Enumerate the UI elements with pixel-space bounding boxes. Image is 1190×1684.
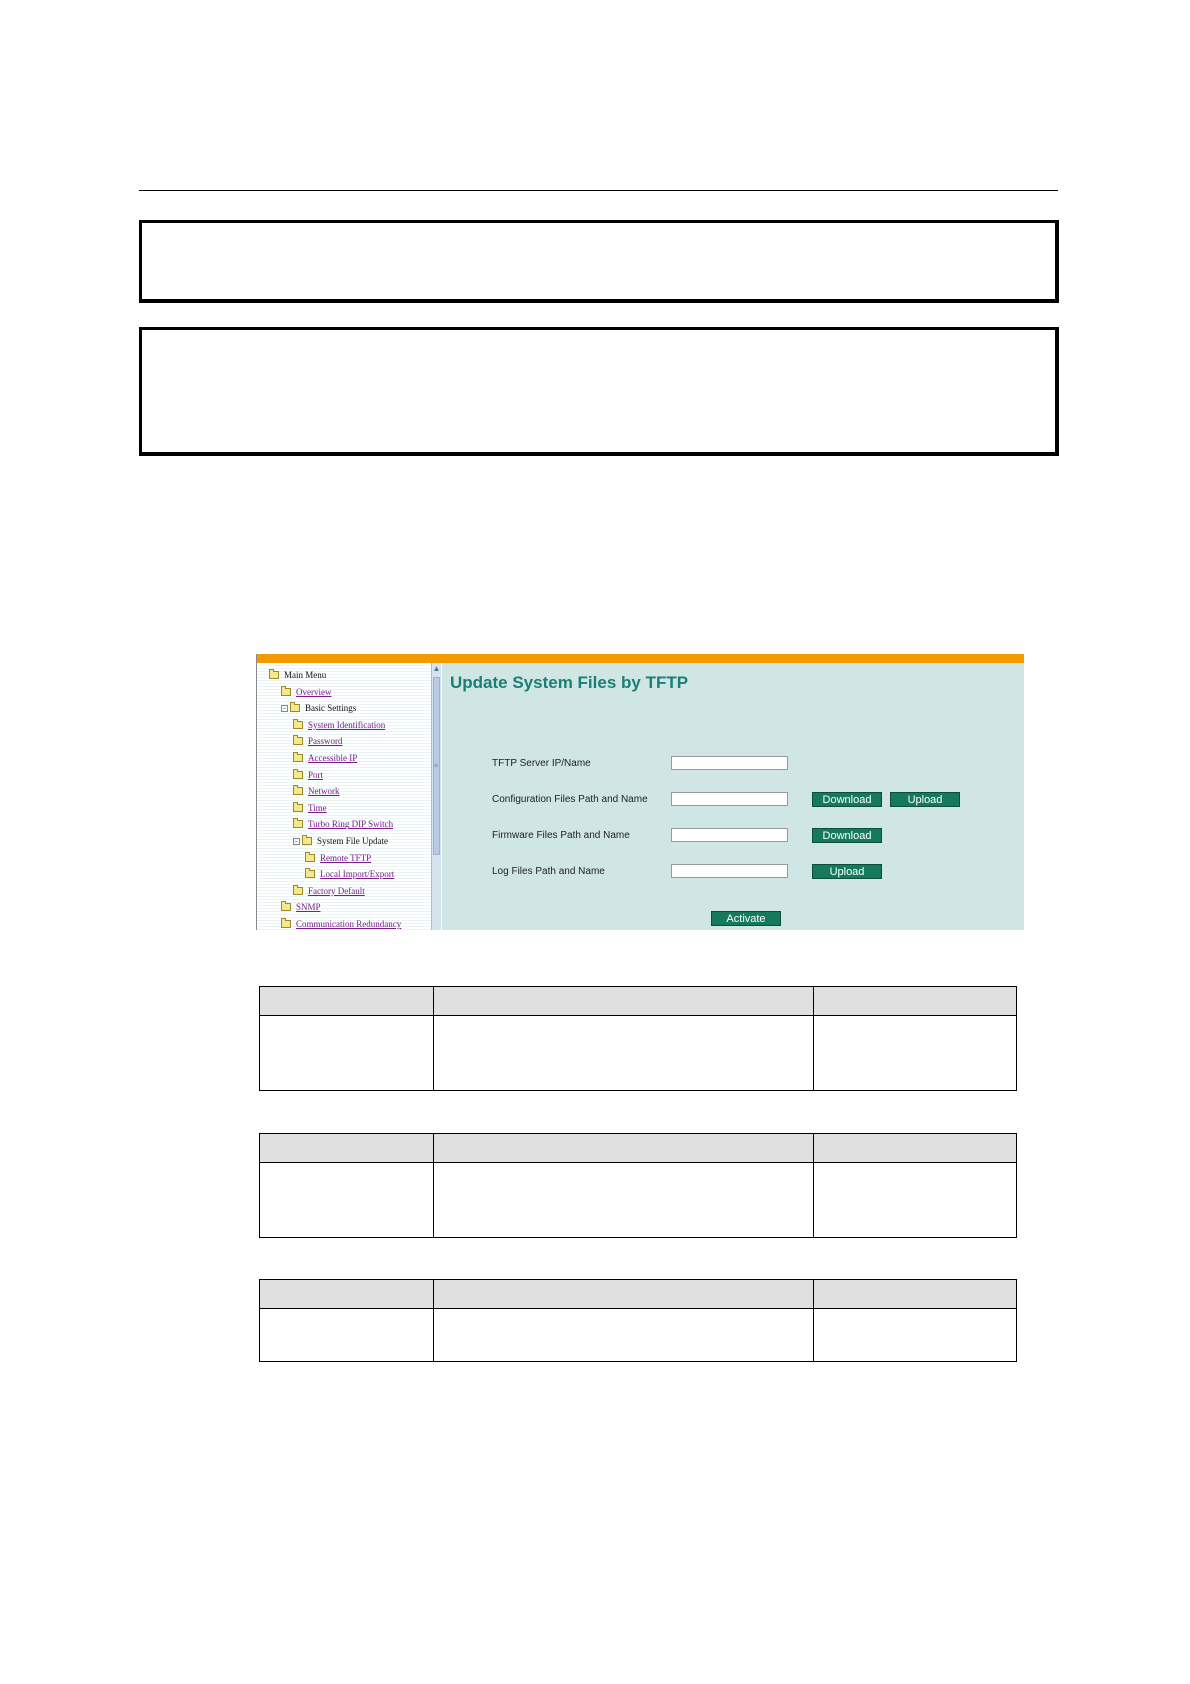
tree-item-label[interactable]: System Identification <box>308 719 386 730</box>
tree-item-label: System File Update <box>317 836 388 846</box>
collapse-toggle-icon[interactable]: − <box>294 837 299 846</box>
folder-icon <box>269 671 279 679</box>
page-title: Update System Files by TFTP <box>450 673 689 692</box>
folder-icon <box>290 704 300 712</box>
tree-item-label[interactable]: Accessible IP <box>308 753 358 763</box>
table-header-row <box>260 1134 1017 1163</box>
config-download-button[interactable]: Download <box>812 792 882 807</box>
tree-item <box>281 700 356 716</box>
folder-icon <box>305 870 315 878</box>
folder-icon <box>305 854 315 862</box>
tree-item-label[interactable]: SNMP <box>296 902 321 913</box>
firmware-path-label: Firmware Files Path and Name <box>492 830 630 841</box>
tree-item[interactable] <box>293 750 357 766</box>
folder-icon <box>281 903 291 911</box>
table-cell <box>260 1016 434 1091</box>
tree-item-label[interactable]: Time <box>308 802 327 813</box>
folder-icon <box>293 754 303 762</box>
config-upload-button[interactable]: Upload <box>890 792 960 807</box>
table-cell <box>814 1309 1017 1362</box>
firmware-download-button[interactable]: Download <box>812 828 882 843</box>
content-pane <box>442 663 1024 930</box>
activate-button[interactable]: Activate <box>711 911 781 926</box>
tree-item[interactable] <box>281 899 321 915</box>
tree-item-label[interactable]: Network <box>308 786 340 797</box>
tree-item-label: Main Menu <box>284 670 327 680</box>
log-upload-button[interactable]: Upload <box>812 864 882 879</box>
table-row <box>260 1309 1017 1362</box>
tree-item[interactable] <box>281 916 401 930</box>
table-cell <box>434 1016 814 1091</box>
folder-icon <box>293 804 303 812</box>
table-header-cell <box>260 1134 434 1163</box>
config-path-input[interactable] <box>671 792 788 806</box>
tftp-server-input[interactable] <box>671 756 788 770</box>
tree-item <box>269 667 326 683</box>
table-cell <box>814 1163 1017 1238</box>
tree-item-label[interactable]: Turbo Ring DIP Switch <box>308 819 394 830</box>
table-header-cell <box>260 987 434 1016</box>
folder-icon <box>281 920 291 928</box>
table-cell <box>260 1309 434 1362</box>
folder-icon <box>293 737 303 745</box>
config-path-label: Configuration Files Path and Name <box>492 794 648 805</box>
navigation-tree <box>257 663 431 930</box>
table-cell <box>814 1016 1017 1091</box>
table-cell <box>434 1163 814 1238</box>
tree-item[interactable] <box>293 800 327 816</box>
tree-item[interactable] <box>293 783 340 799</box>
table-header-cell <box>434 1280 814 1309</box>
tree-item[interactable] <box>293 717 385 733</box>
tree-item-label: Basic Settings <box>305 703 357 714</box>
table-header-cell <box>814 987 1017 1016</box>
tree-item-label[interactable]: Communication Redundancy <box>296 919 402 929</box>
tree-item-label[interactable]: Remote TFTP <box>320 852 372 863</box>
tree-item <box>293 833 388 849</box>
table-header-cell <box>434 987 814 1016</box>
folder-icon <box>281 688 291 696</box>
tree-scrollbar[interactable] <box>431 663 441 930</box>
table-header-cell <box>814 1134 1017 1163</box>
table-cell <box>434 1309 814 1362</box>
folder-icon <box>293 771 303 779</box>
tree-item-label[interactable]: Port <box>308 769 324 780</box>
table-cell <box>260 1163 434 1238</box>
table-header-cell <box>814 1280 1017 1309</box>
table-row <box>260 1163 1017 1238</box>
settings-table <box>259 1279 1017 1362</box>
tree-item-label[interactable]: Local Import/Export <box>320 869 395 880</box>
settings-table <box>259 986 1017 1091</box>
tree-item[interactable] <box>293 816 393 832</box>
collapse-toggle-icon[interactable]: − <box>282 704 287 713</box>
tree-item[interactable] <box>305 850 371 866</box>
scroll-grip-icon: ≡ <box>433 763 439 770</box>
folder-icon <box>293 721 303 729</box>
folder-icon <box>293 820 303 828</box>
table-header-row <box>260 1280 1017 1309</box>
tftp-server-label: TFTP Server IP/Name <box>492 758 591 769</box>
header-bar <box>257 654 1024 663</box>
tree-item[interactable] <box>305 866 394 882</box>
tree-item[interactable] <box>293 767 323 783</box>
folder-icon <box>302 837 312 845</box>
settings-table <box>259 1133 1017 1238</box>
tree-item[interactable] <box>293 733 343 749</box>
note-box <box>139 327 1059 456</box>
tree-item-label[interactable]: Factory Default <box>308 885 365 896</box>
log-path-label: Log Files Path and Name <box>492 866 605 877</box>
tree-item[interactable] <box>293 883 365 899</box>
tree-item-label[interactable]: Overview <box>296 686 332 697</box>
table-header-row <box>260 987 1017 1016</box>
firmware-path-input[interactable] <box>671 828 788 842</box>
table-header-cell <box>260 1280 434 1309</box>
scroll-up-arrow-icon[interactable]: ▲ <box>432 664 441 673</box>
tree-item[interactable] <box>281 684 332 700</box>
folder-icon <box>293 787 303 795</box>
note-box <box>139 220 1059 303</box>
header-rule <box>139 190 1058 191</box>
folder-icon <box>293 887 303 895</box>
table-header-cell <box>434 1134 814 1163</box>
table-row <box>260 1016 1017 1091</box>
tree-item-label[interactable]: Password <box>308 736 343 747</box>
web-console-screenshot <box>256 654 1024 930</box>
log-path-input[interactable] <box>671 864 788 878</box>
